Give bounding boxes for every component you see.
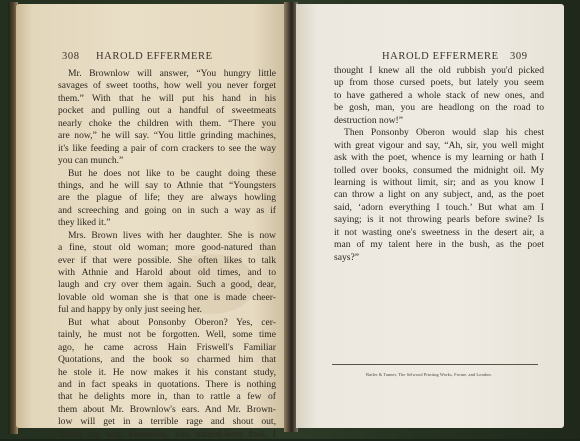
text-line: and in fact speaks in quotations. There is nothing — [58, 378, 276, 390]
text-line: says?” — [334, 251, 360, 263]
text-line: to have gathered a whole stack of new ones, and — [334, 89, 544, 101]
text-line: learning is without limit, sir; and as you know I — [334, 176, 544, 188]
page-body-text — [334, 65, 544, 264]
text-line: low will get in a terrible rage and shout out, — [58, 416, 276, 428]
text-line: ask with the poet, whence is my learning or hath I — [334, 152, 544, 164]
text-line: and screeching and going on in such a way as if — [58, 204, 276, 216]
text-line: ever if that were possible. She often likes to talk — [58, 254, 276, 266]
text-line: tainly, he must not be forgotten. Well, some time — [58, 329, 276, 341]
text-line: “Dash my wig, Ponsonby, you natural-born fool, I — [58, 428, 276, 440]
left-page — [16, 4, 286, 440]
text-line: with Athnie and Harold about old times, and to — [58, 267, 276, 278]
text-line: But what about Ponsonby Oberon? Yes, cer- — [68, 316, 276, 328]
page-number: 309 — [510, 51, 528, 62]
text-line: man of my talent here in the bush, as the poet — [334, 239, 544, 251]
text-line: them.” With that he will put his hand in his — [58, 92, 276, 104]
text-line: destruction now!” — [334, 114, 404, 126]
text-line: it's like feeding a pair of corn crackers to see the way — [58, 142, 276, 154]
text-line: said, ‘adorn everything I touch.’ But what am I — [334, 201, 544, 213]
text-line: But he does not like to be caught doing these — [68, 167, 276, 179]
text-line: be gosh, man, you are headlong on the road to — [334, 102, 544, 114]
text-line: saying; is it not throwing pearls before swine? Is — [334, 214, 544, 226]
text-line: laugh and cry over them again. Such a good, dear, — [58, 279, 276, 291]
page-number: 308 — [62, 51, 80, 62]
text-line: he stole it. He now makes it his constant study, — [58, 366, 276, 378]
text-line: they liked it.” — [58, 217, 111, 229]
text-line: ago, he came across Hain Friswell's Familiar — [58, 341, 276, 353]
text-line: thought I knew all the old rubbish you'd picked — [334, 65, 544, 76]
text-line: savages of sweet tooths, how well you never forget — [58, 80, 276, 92]
text-line: are now,” he will say. “You little grinding machines, — [58, 130, 276, 142]
text-line: it not wasting one's sweetness in the desert air, a — [334, 226, 544, 238]
running-head: HAROLD EFFERMERE — [96, 51, 213, 62]
text-line: things, and he will say to Athnie that “Youngsters — [58, 179, 276, 191]
printer-imprint: Butler & Tanner, The Selwood Printing Works, Frome, and London. — [366, 372, 492, 377]
text-line: pocket and pulling out a handful of sweetmeats — [58, 105, 276, 117]
text-line: them about Mr. Brownlow's ears. And Mr. Brown- — [58, 403, 276, 415]
text-line: Mr. Brownlow will answer, “You hungry little — [68, 68, 276, 79]
text-line: nearly choke the children with them. “There you — [58, 117, 276, 129]
running-head: HAROLD EFFERMERE — [382, 51, 499, 62]
text-line: tolled over books, consumed the midnight oil. My — [334, 164, 544, 176]
text-line: a fine, stout old woman; more good-natured than — [58, 242, 276, 254]
page-body-text — [58, 68, 276, 441]
text-line: are the plague of life; they are always howling — [58, 192, 276, 204]
text-line: Then Ponsonby Oberon would slap his chest — [344, 127, 544, 139]
text-line: Quotations, and the book so charmed him that — [58, 354, 276, 366]
text-line: Mrs. Brown lives with her daughter. She is now — [68, 229, 276, 241]
text-line: that he delights more in, than to rattle a few of — [58, 391, 276, 403]
text-line: with great vigour and say, “Ah, sir, you well might — [334, 139, 544, 151]
footer-rule — [332, 364, 538, 365]
text-line: you can munch.” — [58, 155, 124, 167]
text-line: up from those cursed poets, but lately you seem — [334, 77, 544, 89]
text-line: can throw a light on any subject, and, as the poet — [334, 189, 544, 201]
text-line: ful and happy by only just seeing her. — [58, 304, 202, 316]
right-page — [296, 4, 564, 428]
text-line: lovable old woman she is that one is made cheer- — [58, 291, 276, 303]
